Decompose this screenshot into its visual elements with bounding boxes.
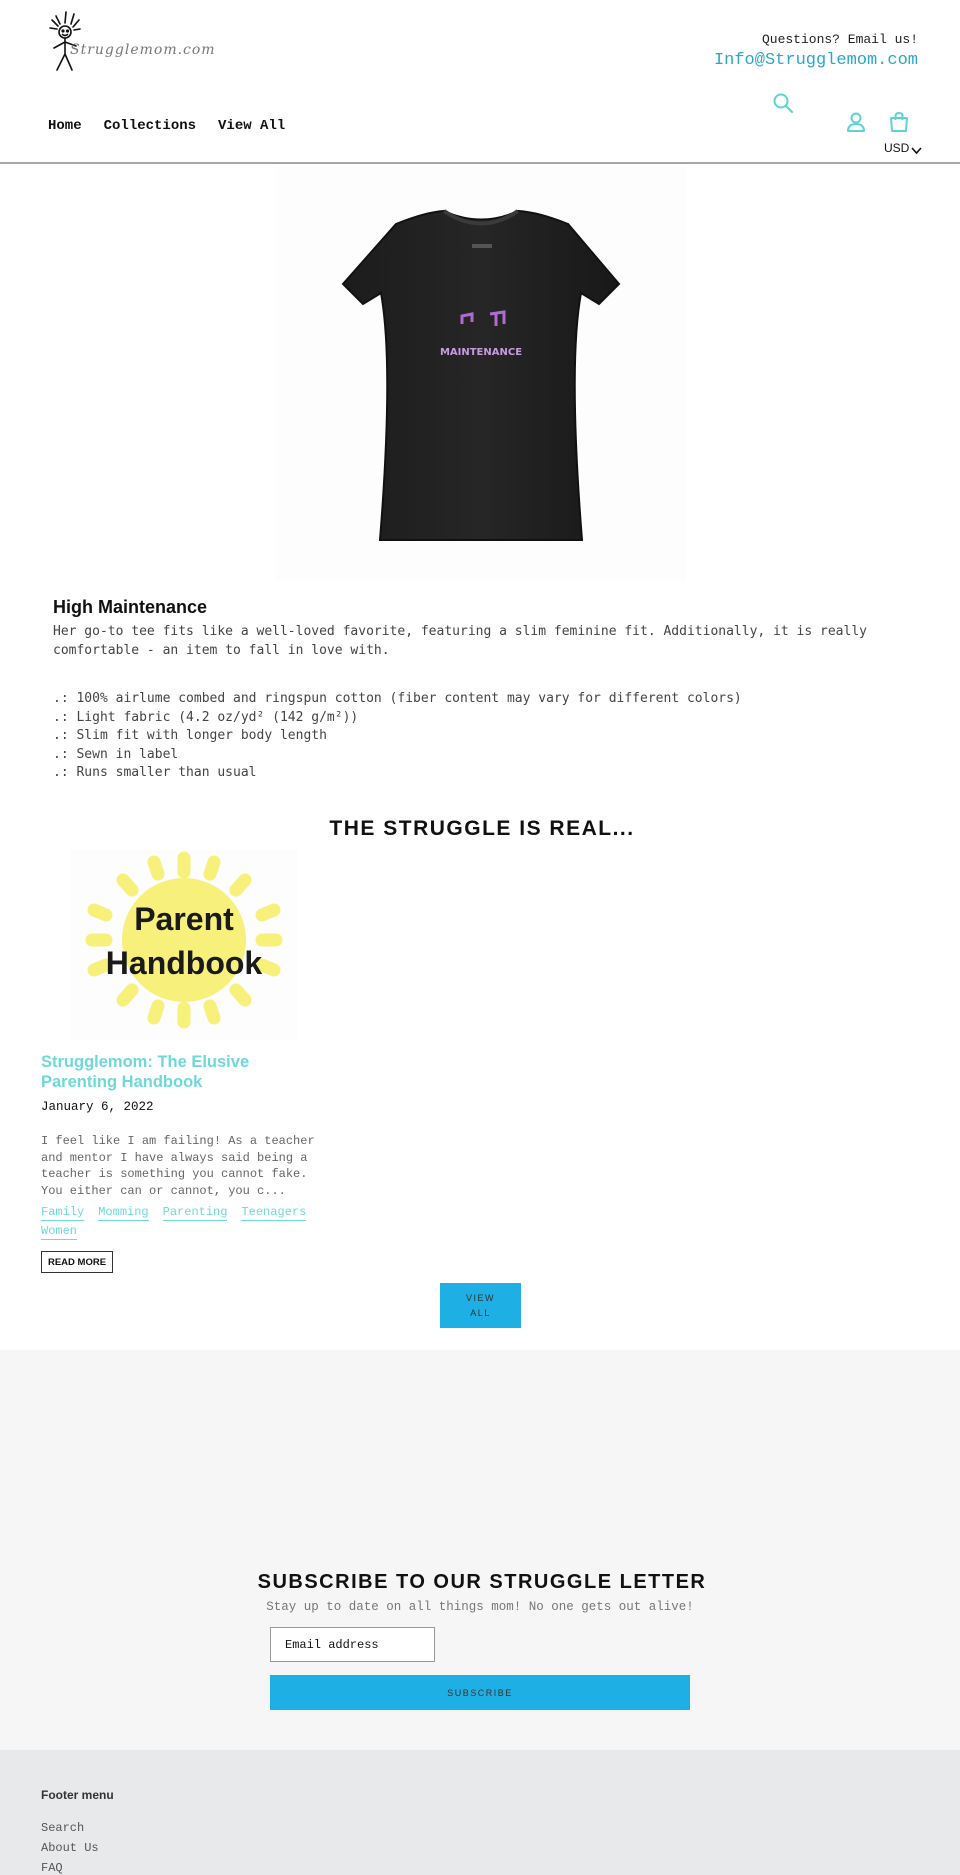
site-logo[interactable] <box>46 10 216 76</box>
site-footer <box>0 1750 960 1875</box>
read-more-button[interactable]: READ MORE <box>41 1251 113 1273</box>
article-excerpt: I feel like I am failing! As a teacher and mentor I have always said being a teacher is something you cannot fake. You either can or cannot, you c... <box>41 1134 315 1198</box>
search-button[interactable] <box>772 92 796 116</box>
tag-link-teenagers[interactable]: Teenagers <box>241 1205 307 1219</box>
article-image[interactable] <box>70 850 298 1040</box>
product-description: Her go-to tee fits like a well-loved favorite, featuring a slim feminine fit. Additionally, it is really comfortable - an item to fall in love with. <box>53 624 867 658</box>
feature-item: .: Light fabric (4.2 oz/yd² (142 g/m²)) <box>53 709 359 725</box>
currency-selector[interactable] <box>884 141 922 155</box>
subscribe-button[interactable]: SUBSCRIBE <box>270 1675 690 1710</box>
currency-value: USD <box>884 141 910 155</box>
product-features <box>53 690 742 783</box>
newsletter-title: SUBSCRIBE TO OUR STRUGGLE LETTER <box>257 1571 707 1593</box>
main-nav <box>48 118 285 134</box>
logo-text: Strugglemom.com <box>70 42 216 58</box>
account-button[interactable] <box>845 111 869 135</box>
cart-button[interactable] <box>888 111 912 135</box>
cart-icon <box>888 111 910 133</box>
nav-item-home[interactable]: Home <box>48 118 82 134</box>
article-tags <box>41 1204 321 1240</box>
article-date: January 6, 2022 <box>41 1100 154 1114</box>
chevron-down-icon <box>911 146 922 155</box>
user-icon <box>845 111 867 133</box>
footer-link-about-us[interactable]: About Us <box>41 1841 99 1855</box>
image-text-handbook: Handbook <box>105 945 263 981</box>
nav-item-view-all[interactable]: View All <box>218 118 286 134</box>
image-text-parent: Parent <box>134 901 234 937</box>
tag-link-women[interactable]: Women <box>41 1224 78 1238</box>
black-tshirt-image <box>276 166 686 581</box>
feature-item: .: Sewn in label <box>53 746 179 762</box>
shirt-print-text: MAINTENANCE <box>439 347 523 358</box>
product-title: High Maintenance <box>53 597 208 617</box>
feature-item: .: Runs smaller than usual <box>53 765 257 781</box>
contact-block <box>714 32 918 70</box>
newsletter-section <box>0 1350 960 1750</box>
product-image[interactable] <box>276 166 686 581</box>
footer-menu <box>41 1818 99 1875</box>
contact-email-link[interactable]: Info@Strugglemom.com <box>713 51 918 70</box>
footer-link-search[interactable]: Search <box>41 1821 85 1835</box>
blog-heading: THE STRUGGLE IS REAL... <box>329 817 635 840</box>
contact-question: Questions? Email us! <box>761 32 918 47</box>
footer-menu-title: Footer menu <box>41 1788 114 1802</box>
tag-link-momming[interactable]: Momming <box>98 1205 149 1219</box>
feature-item: .: 100% airlume combed and ringspun cotton (fiber content may vary for different colors) <box>53 691 742 706</box>
sun-handbook-image <box>70 850 298 1040</box>
nav-item-collections[interactable]: Collections <box>103 118 197 134</box>
tag-link-parenting[interactable]: Parenting <box>162 1205 228 1219</box>
newsletter-subtitle: Stay up to date on all things mom! No one gets out alive! <box>266 1600 694 1614</box>
article-title-link[interactable]: Strugglemom: The Elusive Parenting Handbook <box>41 1053 250 1091</box>
view-all-button[interactable] <box>440 1283 521 1328</box>
search-icon <box>772 92 794 114</box>
site-header <box>0 0 960 164</box>
footer-link-faq[interactable]: FAQ <box>41 1861 63 1875</box>
feature-item: .: Slim fit with longer body length <box>53 728 327 744</box>
email-field[interactable] <box>270 1627 435 1662</box>
view-all-label: VIEW ALL <box>465 1292 495 1318</box>
tag-link-family[interactable]: Family <box>41 1205 85 1219</box>
